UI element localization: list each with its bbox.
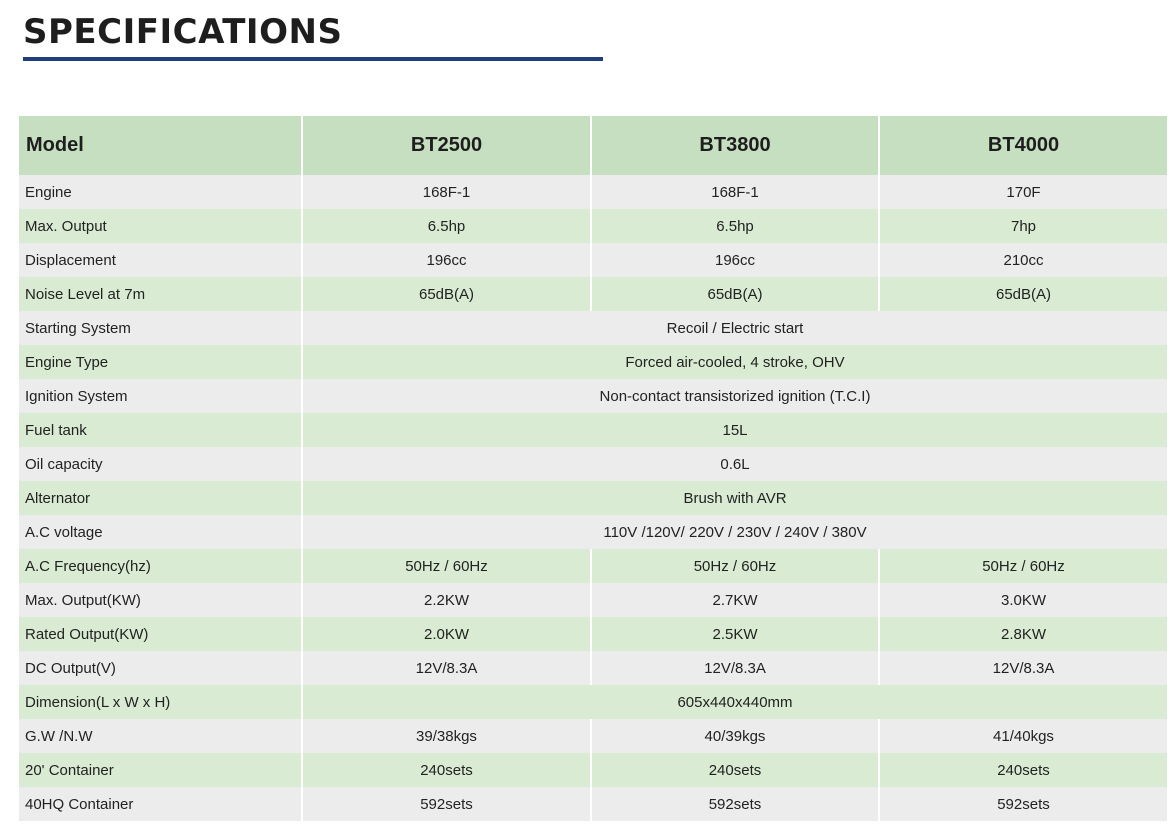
value-cell: 240sets — [591, 753, 879, 787]
table-row — [19, 175, 1167, 209]
header-cell-bt4000: BT4000 — [879, 116, 1167, 175]
value-cell: 2.5KW — [591, 617, 879, 651]
table-row — [19, 243, 1167, 277]
table-row — [19, 753, 1167, 787]
table-row — [19, 413, 1167, 447]
table-row — [19, 447, 1167, 481]
row-label: Max. Output(KW) — [19, 583, 302, 617]
table-header-row — [19, 116, 1167, 175]
value-cell: 196cc — [302, 243, 591, 277]
row-label: Max. Output — [19, 209, 302, 243]
header-cell-bt3800: BT3800 — [591, 116, 879, 175]
row-label: Rated Output(KW) — [19, 617, 302, 651]
table-row — [19, 787, 1167, 821]
merged-value-cell: Non-contact transistorized ignition (T.C.I) — [302, 379, 1167, 413]
value-cell: 41/40kgs — [879, 719, 1167, 753]
merged-value-cell: 605x440x440mm — [302, 685, 1167, 719]
value-cell: 39/38kgs — [302, 719, 591, 753]
value-cell: 65dB(A) — [879, 277, 1167, 311]
value-cell: 50Hz / 60Hz — [591, 549, 879, 583]
table-row — [19, 481, 1167, 515]
merged-value-cell: Recoil / Electric start — [302, 311, 1167, 345]
page-title: SPECIFICATIONS — [23, 12, 343, 52]
specifications-table — [19, 116, 1167, 821]
table-row — [19, 583, 1167, 617]
row-label: DC Output(V) — [19, 651, 302, 685]
table-row — [19, 685, 1167, 719]
value-cell: 2.2KW — [302, 583, 591, 617]
value-cell: 168F-1 — [302, 175, 591, 209]
value-cell: 7hp — [879, 209, 1167, 243]
value-cell: 12V/8.3A — [302, 651, 591, 685]
row-label: Noise Level at 7m — [19, 277, 302, 311]
merged-value-cell: Brush with AVR — [302, 481, 1167, 515]
title-underline — [23, 57, 603, 61]
row-label: Engine — [19, 175, 302, 209]
row-label: 20' Container — [19, 753, 302, 787]
value-cell: 592sets — [879, 787, 1167, 821]
row-label: Dimension(L x W x H) — [19, 685, 302, 719]
value-cell: 2.8KW — [879, 617, 1167, 651]
value-cell: 3.0KW — [879, 583, 1167, 617]
value-cell: 240sets — [879, 753, 1167, 787]
row-label: Ignition System — [19, 379, 302, 413]
row-label: 40HQ Container — [19, 787, 302, 821]
value-cell: 6.5hp — [302, 209, 591, 243]
value-cell: 40/39kgs — [591, 719, 879, 753]
header-cell-bt2500: BT2500 — [302, 116, 591, 175]
value-cell: 170F — [879, 175, 1167, 209]
merged-value-cell: 110V /120V/ 220V / 230V / 240V / 380V — [302, 515, 1167, 549]
row-label: Oil capacity — [19, 447, 302, 481]
row-label: Alternator — [19, 481, 302, 515]
row-label: Starting System — [19, 311, 302, 345]
table-row — [19, 651, 1167, 685]
header-cell-model: Model — [19, 116, 302, 175]
value-cell: 168F-1 — [591, 175, 879, 209]
row-label: A.C voltage — [19, 515, 302, 549]
merged-value-cell: 15L — [302, 413, 1167, 447]
table-row — [19, 209, 1167, 243]
merged-value-cell: 0.6L — [302, 447, 1167, 481]
row-label: Engine Type — [19, 345, 302, 379]
table-row — [19, 719, 1167, 753]
table-row — [19, 345, 1167, 379]
value-cell: 12V/8.3A — [879, 651, 1167, 685]
row-label: A.C Frequency(hz) — [19, 549, 302, 583]
row-label: Fuel tank — [19, 413, 302, 447]
value-cell: 65dB(A) — [302, 277, 591, 311]
table-row — [19, 617, 1167, 651]
value-cell: 50Hz / 60Hz — [879, 549, 1167, 583]
table-row — [19, 379, 1167, 413]
table-row — [19, 549, 1167, 583]
value-cell: 240sets — [302, 753, 591, 787]
merged-value-cell: Forced air-cooled, 4 stroke, OHV — [302, 345, 1167, 379]
table-row — [19, 515, 1167, 549]
value-cell: 50Hz / 60Hz — [302, 549, 591, 583]
table-row — [19, 311, 1167, 345]
row-label: G.W /N.W — [19, 719, 302, 753]
table-body — [19, 175, 1167, 821]
value-cell: 210cc — [879, 243, 1167, 277]
value-cell: 2.7KW — [591, 583, 879, 617]
row-label: Displacement — [19, 243, 302, 277]
value-cell: 592sets — [591, 787, 879, 821]
value-cell: 6.5hp — [591, 209, 879, 243]
value-cell: 2.0KW — [302, 617, 591, 651]
value-cell: 65dB(A) — [591, 277, 879, 311]
value-cell: 592sets — [302, 787, 591, 821]
value-cell: 196cc — [591, 243, 879, 277]
table-row — [19, 277, 1167, 311]
value-cell: 12V/8.3A — [591, 651, 879, 685]
